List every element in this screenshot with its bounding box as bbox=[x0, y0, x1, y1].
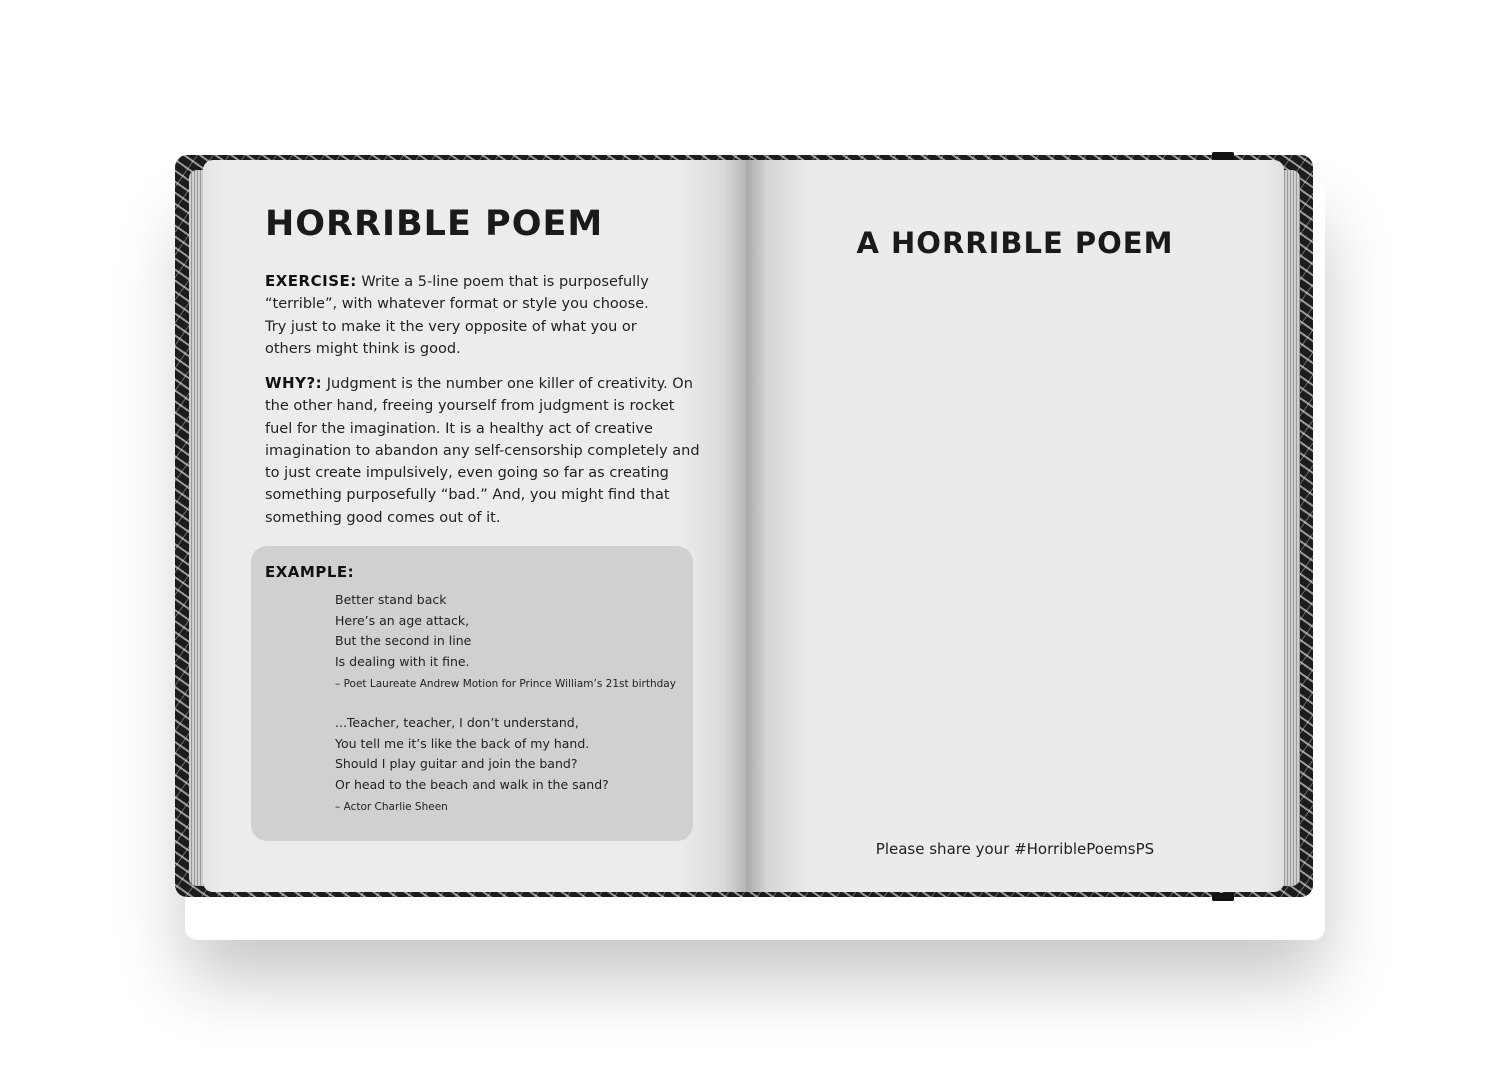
example-label: EXAMPLE: bbox=[265, 563, 355, 581]
share-hashtag-footer: Please share your #HorriblePoemsPS bbox=[875, 840, 1155, 858]
elastic-strap-top bbox=[1212, 152, 1234, 160]
example-poem-1 bbox=[335, 590, 676, 695]
example-poem-2 bbox=[335, 713, 609, 818]
exercise-paragraph bbox=[265, 270, 665, 360]
poem-line: Or head to the beach and walk in the sand? bbox=[335, 776, 609, 792]
poem-line: Better stand back bbox=[335, 592, 447, 607]
poem-line: Here’s an age attack, bbox=[335, 612, 470, 628]
poem-line: Is dealing with it fine. bbox=[335, 653, 470, 669]
poem-line: ...Teacher, teacher, I don’t understand, bbox=[335, 715, 579, 730]
right-page-title: A HORRIBLE POEM bbox=[856, 226, 1174, 260]
poem-line: You tell me it’s like the back of my hand. bbox=[335, 735, 590, 751]
why-paragraph bbox=[265, 372, 705, 529]
why-text: Judgment is the number one killer of creativity. On the other hand, freeing yourself from judgment is rocket fuel for the imagination. It is a healthy act of creative imagination to abandon any self-censorship completely and to just create impulsively, even going so far as creating something purposefully “bad.” And, you might find that something good comes out of it. bbox=[265, 376, 700, 526]
poem-line: Should I play guitar and join the band? bbox=[335, 756, 578, 771]
left-page-title: HORRIBLE POEM bbox=[265, 204, 604, 244]
right-page bbox=[746, 160, 1284, 892]
exercise-text: Write a 5-line poem that is purposefully “terrible”, with whatever format or style you choose. Try just to make it the very opposite of what you or others might think is good. bbox=[265, 274, 649, 357]
exercise-label: EXERCISE: bbox=[265, 272, 357, 290]
page-edges-right bbox=[1282, 170, 1300, 886]
elastic-strap-bottom bbox=[1212, 893, 1234, 901]
poem-credit: – Actor Charlie Sheen bbox=[335, 801, 448, 813]
poem-credit: – Poet Laureate Andrew Motion for Prince William’s 21st birthday bbox=[335, 678, 676, 690]
why-label: WHY?: bbox=[265, 374, 323, 392]
poem-line: But the second in line bbox=[335, 633, 472, 648]
